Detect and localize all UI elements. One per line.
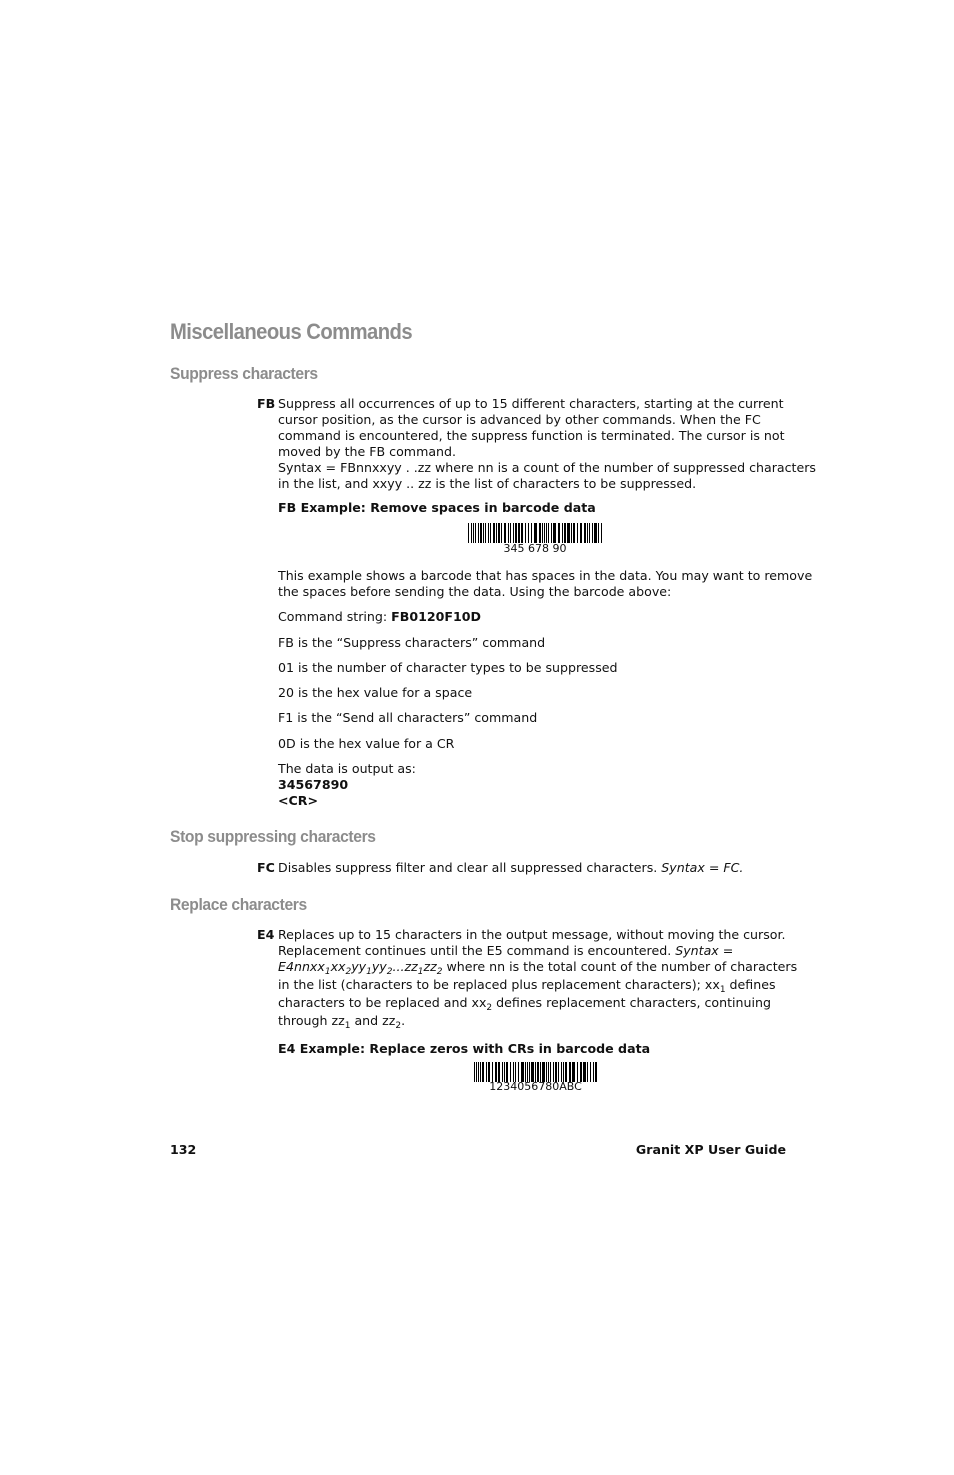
barcode-bar [529, 1062, 530, 1082]
barcode-bar [571, 523, 572, 543]
barcode-bar [540, 1062, 541, 1082]
barcode-bar [495, 1062, 497, 1082]
barcode-bar [569, 1062, 571, 1082]
barcode-bar [601, 523, 602, 543]
example-title-fb: FB Example: Remove spaces in barcode data [278, 500, 596, 515]
barcode-bar [567, 523, 570, 543]
barcode-bar [480, 523, 482, 543]
barcode-bar [496, 523, 497, 543]
barcode-bar [478, 523, 479, 543]
text-line: in the list, and xxyy .. zz is the list of characters to be suppressed. [278, 476, 697, 491]
barcode-bar [589, 523, 590, 543]
barcode-bar [546, 1062, 547, 1082]
page-title: Miscellaneous Commands [170, 319, 413, 344]
example-explanation [278, 568, 812, 600]
text-line: This example shows a barcode that has spaces in the data. You may want to remove [278, 568, 813, 583]
barcode-bar [525, 1062, 526, 1082]
text-line: Syntax = FBnnxxyy . .zz where nn is a count of the number of suppressed characters [278, 460, 816, 475]
barcode-bar [468, 523, 469, 543]
barcode-bar [595, 1062, 597, 1082]
barcode-bar [473, 523, 474, 543]
stop-description [278, 860, 743, 876]
barcode-bar [534, 523, 537, 543]
barcode-label: 345 678 90 [503, 542, 567, 555]
stop-text: Disables suppress filter and clear all suppressed characters. [278, 860, 662, 875]
barcode-bar [558, 1062, 559, 1082]
command-string-value: FB0120F10D [391, 609, 481, 624]
suppress-description [278, 396, 816, 492]
barcode-bar [510, 1062, 511, 1082]
barcode-bar [580, 523, 582, 543]
barcode-bar [488, 523, 489, 543]
barcode-bar [471, 523, 472, 543]
output-cr: <CR> [278, 793, 319, 808]
barcode-bar [521, 1062, 524, 1082]
command-code-fb: FB [257, 396, 276, 411]
barcode-bar [580, 1062, 582, 1082]
barcode-bar [515, 523, 517, 543]
barcode-bar [510, 523, 511, 543]
command-string [278, 609, 481, 625]
barcode-bar [508, 523, 509, 543]
barcode-bar [594, 523, 597, 543]
command-code-fc: FC [257, 860, 275, 875]
barcode-bar [593, 1062, 594, 1082]
list-item: 0D is the hex value for a CR [278, 736, 455, 751]
syntax-formula: $E4nnxx_1xx_2yy_1yy_2...zz_1zz_2$ [278, 959, 443, 977]
barcode-bar [486, 1062, 487, 1082]
barcode-bar [531, 523, 532, 543]
barcode-bar [506, 1062, 508, 1082]
text-span: Replacement continues until the E5 command is encountered. [278, 943, 676, 958]
barcode-bar [544, 523, 545, 543]
barcode-bar [565, 1062, 567, 1082]
text-line: Replaces up to 15 characters in the output message, without moving the cursor. [278, 927, 786, 942]
barcode-bar [531, 1062, 534, 1082]
barcode-bar [551, 523, 552, 543]
barcode-bar [546, 523, 547, 543]
barcode-bar [537, 1062, 539, 1082]
text-line [278, 943, 797, 959]
list-item: FB is the “Suppress characters” command [278, 635, 546, 650]
example-title-e4: E4 Example: Replace zeros with CRs in barcode data [278, 1041, 651, 1056]
barcode-bar [474, 1062, 475, 1082]
text-span: where nn is the total count of the number of characters [442, 959, 798, 974]
barcode-bar [564, 523, 566, 543]
barcode-bar [561, 1062, 562, 1082]
barcode-bars [468, 523, 602, 543]
command-code-e4: E4 [257, 927, 275, 942]
text-line [278, 959, 797, 977]
text-line: cursor position, as the cursor is advanced by other commands. When the FC [278, 412, 761, 427]
output-intro: The data is output as: [278, 761, 416, 776]
barcode-bar [476, 1062, 477, 1082]
barcode-bar [518, 1062, 519, 1082]
barcode-bar [562, 523, 563, 543]
barcode-fb [468, 523, 602, 555]
barcode-bar [535, 1062, 536, 1082]
barcode-bar [483, 523, 484, 543]
text-line: Suppress all occurrences of up to 15 different characters, starting at the current [278, 396, 784, 411]
barcode-bar [590, 1062, 591, 1082]
text-line: through $zz_1$ and $zz_2$. [278, 1013, 406, 1031]
barcode-bar [502, 1062, 503, 1082]
barcode-bar [493, 523, 495, 543]
barcode-bar [598, 523, 599, 543]
barcode-bar [558, 523, 560, 543]
text-line: command is encountered, the suppress function is terminated. The cursor is not [278, 428, 785, 443]
barcode-bar [475, 523, 476, 543]
page-number: 132 [170, 1142, 197, 1157]
barcode-bar [498, 523, 500, 543]
barcode-bar [528, 523, 529, 543]
barcode-bar [583, 1062, 586, 1082]
barcode-bar [518, 523, 520, 543]
barcode-bar [548, 523, 549, 543]
barcode-bar [548, 1062, 549, 1082]
command-string-label: Command string: [278, 609, 392, 624]
syntax-label: Syntax = [675, 943, 734, 958]
stop-syntax: Syntax = FC. [661, 860, 744, 875]
list-item: F1 is the “Send all characters” command [278, 710, 538, 725]
text-line: the spaces before sending the data. Using the barcode above: [278, 584, 672, 599]
barcode-bar [573, 523, 575, 543]
barcode-bar [584, 523, 586, 543]
barcode-bar [513, 523, 514, 543]
barcode-bar [577, 1062, 578, 1082]
barcode-bar [501, 523, 502, 543]
replace-description [278, 927, 797, 1031]
barcode-bar [553, 1062, 554, 1082]
text-line: characters to be replaced and $xx_2$ defines replacement characters, continuing [278, 995, 771, 1013]
barcode-bar [492, 1062, 493, 1082]
section-heading-suppress: Suppress characters [170, 364, 318, 383]
text-line: in the list (characters to be replaced plus replacement characters); $xx_1$ defines [278, 977, 776, 995]
output-block [278, 761, 416, 809]
barcode-bar [482, 1062, 484, 1082]
barcode-bar [521, 523, 523, 543]
barcode-bar [498, 1062, 500, 1082]
barcode-bar [577, 523, 578, 543]
barcode-bar [513, 1062, 514, 1082]
barcode-bar [480, 1062, 481, 1082]
section-heading-replace: Replace characters [170, 895, 307, 914]
barcode-bars [474, 1062, 597, 1082]
barcode-bar [488, 1062, 490, 1082]
barcode-e4 [474, 1062, 597, 1093]
section-heading-stop: Stop suppressing characters [170, 827, 376, 846]
barcode-bar [587, 523, 588, 543]
barcode-bar [515, 1062, 516, 1082]
barcode-bar [504, 1062, 505, 1082]
barcode-bar [542, 523, 543, 543]
barcode-bar [527, 1062, 528, 1082]
list-item: 01 is the number of character types to be suppressed [278, 660, 618, 675]
barcode-bar [555, 1062, 557, 1082]
barcode-bar [553, 523, 556, 543]
barcode-bar [592, 523, 593, 543]
barcode-bar [490, 523, 491, 543]
barcode-bar [572, 1062, 575, 1082]
barcode-bar [587, 1062, 588, 1082]
barcode-bar [539, 523, 541, 543]
list-item: 20 is the hex value for a space [278, 685, 473, 700]
barcode-bar [485, 523, 486, 543]
barcode-bar [550, 1062, 551, 1082]
barcode-bar [504, 523, 506, 543]
barcode-label: 1234056780ABC [489, 1080, 582, 1093]
guide-title: Granit XP User Guide [635, 1142, 786, 1157]
text-line: moved by the FB command. [278, 444, 457, 459]
output-value: 34567890 [278, 777, 349, 792]
barcode-bar [525, 523, 526, 543]
barcode-bar [542, 1062, 545, 1082]
barcode-bar [563, 1062, 564, 1082]
barcode-bar [478, 1062, 479, 1082]
